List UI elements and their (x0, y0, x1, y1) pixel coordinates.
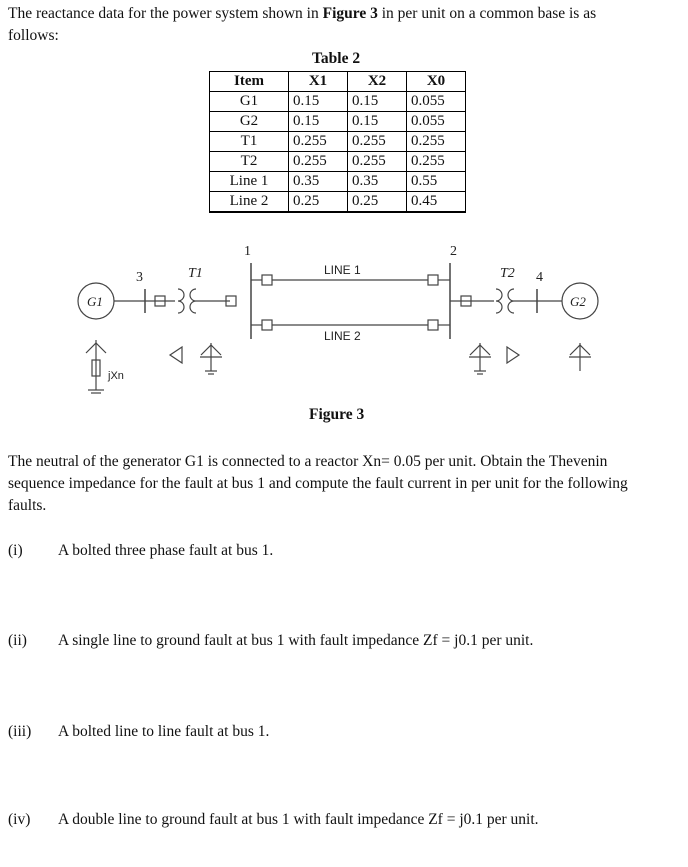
cell-x0: 0.55 (407, 172, 466, 192)
generator-g2-label: G2 (570, 294, 586, 309)
question-4 (0, 811, 688, 833)
question-number: (i) (8, 542, 23, 559)
cell-x1: 0.255 (289, 132, 348, 152)
table-row (210, 92, 466, 112)
transformer-t2-symbol (496, 289, 502, 313)
table-row (210, 172, 466, 192)
cell-x0: 0.055 (407, 92, 466, 112)
bus-4-label: 4 (536, 270, 543, 285)
question-1 (0, 542, 688, 564)
cell-item: G2 (210, 112, 289, 132)
cell-x1: 0.255 (289, 152, 348, 172)
question-number: (iii) (8, 723, 32, 740)
table-row (210, 152, 466, 172)
cell-x1: 0.25 (289, 192, 348, 213)
cell-x2: 0.255 (348, 132, 407, 152)
table-title: Table 2 (312, 50, 361, 67)
bus-2-label: 2 (450, 244, 457, 259)
question-number: (ii) (8, 632, 27, 649)
transformer-t1-symbol (178, 289, 184, 313)
line-2-label: LINE 2 (324, 329, 361, 343)
line-1-label: LINE 1 (324, 263, 361, 277)
cell-x0: 0.45 (407, 192, 466, 213)
cell-x1: 0.15 (289, 112, 348, 132)
table-row (210, 112, 466, 132)
question-text: A single line to ground fault at bus 1 with fault impedance Zf = j0.1 per unit. (58, 632, 534, 649)
question-text: A double line to ground fault at bus 1 with fault impedance Zf = j0.1 per unit. (58, 811, 539, 828)
paragraph-line-2: sequence impedance for the fault at bus 1 and compute the fault current in per unit for the following (8, 475, 628, 492)
bus-1-label: 1 (244, 244, 251, 259)
table-row (210, 132, 466, 152)
table-row (210, 192, 466, 213)
cell-item: T2 (210, 152, 289, 172)
cell-x2: 0.25 (348, 192, 407, 213)
transformer-t1-label: T1 (188, 266, 203, 281)
generator-g1-label: G1 (87, 294, 103, 309)
neutral-reactor-label: jXn (108, 370, 124, 382)
cell-x0: 0.255 (407, 152, 466, 172)
cell-item: G1 (210, 92, 289, 112)
reactance-table (209, 71, 466, 213)
question-2 (0, 632, 688, 654)
cell-x2: 0.15 (348, 112, 407, 132)
problem-paragraph (8, 451, 684, 517)
question-number: (iv) (8, 811, 31, 828)
paragraph-line-3: faults. (8, 497, 47, 514)
cell-x2: 0.255 (348, 152, 407, 172)
transformer-t2-label: T2 (500, 266, 515, 281)
intro-line-1: The reactance data for the power system shown in Figure 3 in per unit on a common base is as (8, 5, 597, 22)
cell-x1: 0.15 (289, 92, 348, 112)
figure-caption: Figure 3 (309, 406, 365, 423)
cell-item: T1 (210, 132, 289, 152)
figure-reference: Figure 3 (322, 5, 378, 22)
header-x1: X1 (289, 72, 348, 92)
cell-item: Line 2 (210, 192, 289, 213)
question-3 (0, 723, 688, 745)
question-text: A bolted three phase fault at bus 1. (58, 542, 274, 559)
table-header-row (210, 72, 466, 92)
cell-x0: 0.255 (407, 132, 466, 152)
cell-x0: 0.055 (407, 112, 466, 132)
header-x2: X2 (348, 72, 407, 92)
cell-item: Line 1 (210, 172, 289, 192)
power-system-diagram (0, 235, 688, 400)
intro-paragraph (8, 3, 684, 47)
header-item: Item (210, 72, 289, 92)
intro-line-2: follows: (8, 27, 59, 44)
question-text: A bolted line to line fault at bus 1. (58, 723, 270, 740)
header-x0: X0 (407, 72, 466, 92)
cell-x1: 0.35 (289, 172, 348, 192)
cell-x2: 0.35 (348, 172, 407, 192)
bus-3-label: 3 (136, 270, 143, 285)
cell-x2: 0.15 (348, 92, 407, 112)
paragraph-line-1: The neutral of the generator G1 is connected to a reactor Xn= 0.05 per unit. Obtain the Thevenin (8, 453, 608, 470)
